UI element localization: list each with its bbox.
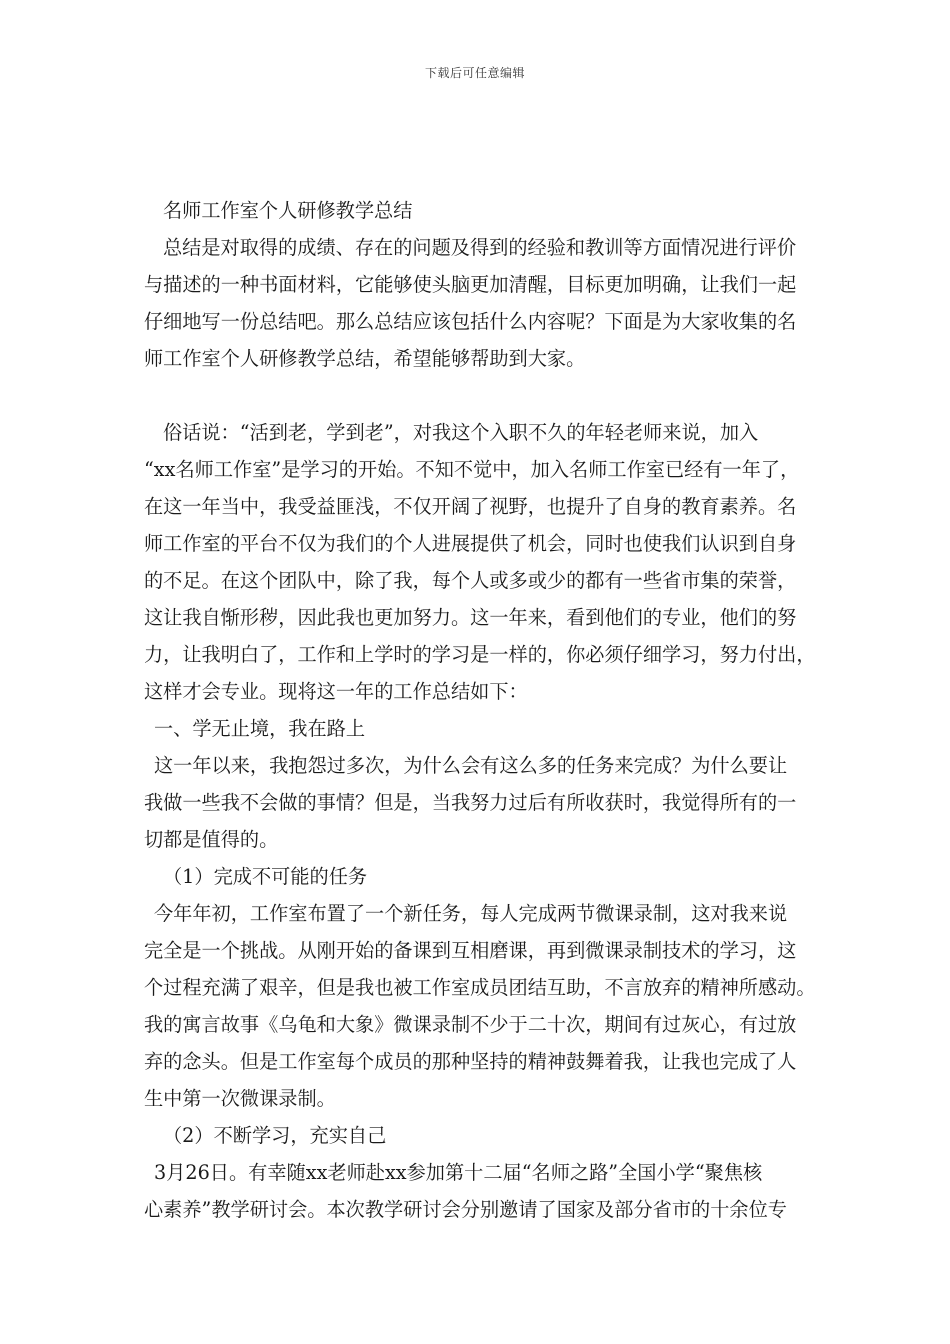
- text-line: 力，让我明白了，工作和上学时的学习是一样的，你必须仔细学习，努力付出，: [144, 643, 816, 666]
- page-header-note: 下载后可任意编辑: [424, 66, 525, 80]
- document-title: 名师工作室个人研修教学总结: [163, 199, 413, 222]
- text-line: 切都是值得的。: [144, 828, 279, 851]
- text-line: 与描述的一种书面材料，它能够使头脑更加清醒，目标更加明确，让我们一起: [144, 273, 797, 296]
- text-line: 这一年以来，我抱怨过多次，为什么会有这么多的任务来完成？为什么要让: [154, 754, 788, 777]
- text-line: （1）完成不可能的任务: [163, 865, 368, 888]
- blank-line: [144, 377, 824, 414]
- text-line: 的不足。在这个团队中，除了我，每个人或多或少的都有一些省市集的荣誉，: [144, 569, 797, 592]
- text-line: 师工作室的平台不仅为我们的个人进展提供了机会，同时也使我们认识到自身: [144, 532, 797, 555]
- text-line: 今年年初，工作室布置了一个新任务，每人完成两节微课录制，这对我来说: [154, 902, 788, 925]
- text-line: 仔细地写一份总结吧。那么总结应该包括什么内容呢？下面是为大家收集的名: [144, 310, 797, 333]
- text-line: 弃的念头。但是工作室每个成员的那种坚持的精神鼓舞着我，让我也完成了人: [144, 1050, 797, 1073]
- text-line: 这让我自惭形秽，因此我也更加努力。这一年来，看到他们的专业，他们的努: [144, 606, 797, 629]
- text-line: （2）不断学习，充实自己: [163, 1124, 387, 1147]
- document-body: [144, 192, 824, 1228]
- text-line: 总结是对取得的成绩、存在的问题及得到的经验和教训等方面情况进行评价: [163, 236, 797, 259]
- text-line: 俗话说：“活到老，学到老”，对我这个入职不久的年轻老师来说，加入: [163, 421, 759, 444]
- text-line: 完全是一个挑战。从刚开始的备课到互相磨课，再到微课录制技术的学习，这: [144, 939, 797, 962]
- text-line: 个过程充满了艰辛，但是我也被工作室成员团结互助，不言放弃的精神所感动。: [144, 976, 816, 999]
- text-line: 师工作室个人研修教学总结，希望能够帮助到大家。: [144, 347, 586, 370]
- text-line: 在这一年当中，我受益匪浅，不仅开阔了视野，也提升了自身的教育素养。名: [144, 495, 797, 518]
- text-line: 我做一些我不会做的事情？但是，当我努力过后有所收获时，我觉得所有的一: [144, 791, 797, 814]
- text-line: 生中第一次微课录制。: [144, 1087, 336, 1110]
- text-line: 我的寓言故事《乌龟和大象》微课录制不少于二十次，期间有过灰心，有过放: [144, 1013, 797, 1036]
- text-line: 一、学无止境，我在路上: [154, 717, 366, 740]
- text-line: 3月26日。有幸随xx老师赴xx参加第十二届“名师之路”全国小学“聚焦核: [154, 1161, 763, 1184]
- text-line: “xx名师工作室”是学习的开始。不知不觉中，加入名师工作室已经有一年了，: [144, 458, 800, 481]
- text-line: 这样才会专业。现将这一年的工作总结如下：: [144, 680, 528, 703]
- text-line: 心素养”教学研讨会。本次教学研讨会分别邀请了国家及部分省市的十余位专: [144, 1198, 787, 1221]
